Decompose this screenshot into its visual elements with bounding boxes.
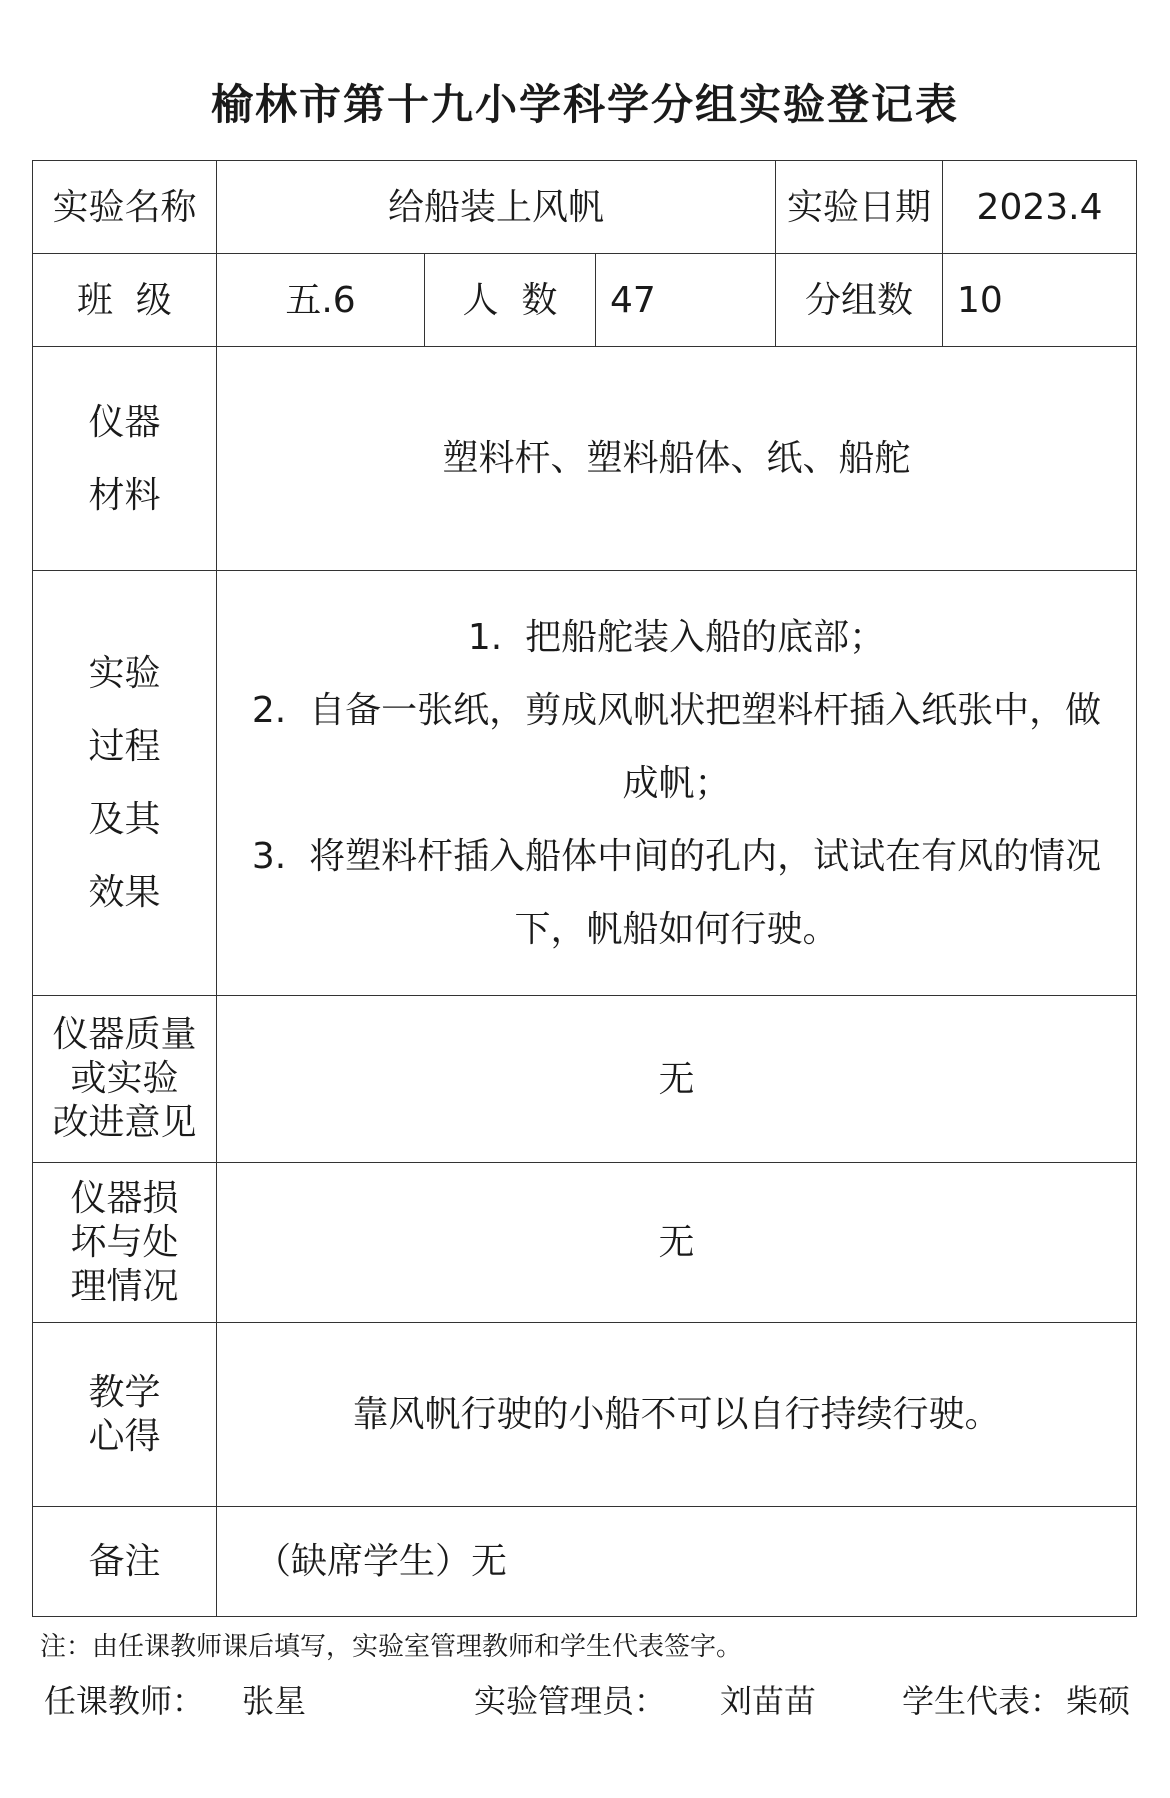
process-value [217, 571, 1137, 996]
footer-note: 注：由任课教师课后填写，实验室管理教师和学生代表签字。 [40, 1632, 743, 1662]
process-step-continued: 下，帆船如何行驶。 [514, 908, 839, 950]
damage-label-line: 仪器损 [70, 1177, 179, 1219]
row-reflection [33, 1323, 1137, 1507]
quality-label [33, 996, 217, 1163]
teacher-signature-label: 任课教师： [44, 1682, 205, 1720]
row-materials [33, 347, 1137, 571]
damage-label-line: 理情况 [70, 1265, 179, 1307]
remarks-value: （缺席学生）无 [217, 1507, 1137, 1617]
reflection-label [33, 1323, 217, 1507]
quality-value: 无 [217, 996, 1137, 1163]
process-label [33, 571, 217, 996]
experiment-date-value: 2023.4 [943, 161, 1137, 254]
class-value: 五.6 [217, 254, 425, 347]
row-process [33, 571, 1137, 996]
process-step: 2. 自备一张纸，剪成风帆状把塑料杆插入纸张中，做 [251, 689, 1102, 731]
process-step-continued: 成帆； [622, 762, 731, 804]
process-label-line: 效果 [88, 872, 161, 913]
quality-label-line: 或实验 [70, 1058, 179, 1099]
teacher-signature-name: 张星 [242, 1682, 307, 1720]
damage-label-line: 坏与处 [70, 1221, 179, 1263]
quality-label-line: 改进意见 [52, 1102, 197, 1143]
remarks-label: 备注 [33, 1507, 217, 1617]
student-count-label: 人 数 [425, 254, 596, 347]
materials-label-line: 仪器 [88, 401, 161, 443]
form-title: 榆林市第十九小学科学分组实验登记表 [210, 80, 959, 129]
admin-signature-name: 刘苗苗 [720, 1682, 817, 1720]
student-signature-label: 学生代表： [902, 1682, 1063, 1720]
process-label-line: 过程 [88, 726, 161, 767]
admin-signature-label: 实验管理员： [474, 1682, 667, 1720]
materials-value: 塑料杆、塑料船体、纸、船舵 [217, 347, 1137, 571]
materials-label [33, 347, 217, 571]
materials-label-line: 材料 [88, 474, 161, 516]
reflection-value: 靠风帆行驶的小船不可以自行持续行驶。 [217, 1323, 1137, 1507]
class-label: 班 级 [33, 254, 217, 347]
student-count-value: 47 [596, 254, 776, 347]
row-experiment-name [33, 161, 1137, 254]
damage-value: 无 [217, 1163, 1137, 1323]
group-count-value: 10 [943, 254, 1137, 347]
experiment-name-label: 实验名称 [33, 161, 217, 254]
experiment-register-table [32, 160, 1137, 1617]
process-label-line: 实验 [88, 653, 161, 694]
process-label-line: 及其 [88, 799, 161, 840]
group-count-label: 分组数 [776, 254, 943, 347]
row-damage [33, 1163, 1137, 1323]
experiment-date-label: 实验日期 [776, 161, 943, 254]
quality-label-line: 仪器质量 [52, 1014, 197, 1055]
damage-label [33, 1163, 217, 1323]
row-class-info [33, 254, 1137, 347]
reflection-label-line: 教学 [88, 1371, 161, 1413]
process-step: 3. 将塑料杆插入船体中间的孔内，试试在有风的情况 [251, 835, 1102, 877]
experiment-name-value: 给船装上风帆 [217, 161, 776, 254]
row-remarks [33, 1507, 1137, 1617]
row-quality [33, 996, 1137, 1163]
process-step: 1. 把船舵装入船的底部； [467, 616, 886, 658]
reflection-label-line: 心得 [88, 1415, 161, 1457]
student-signature-name: 柴硕 [1066, 1682, 1131, 1720]
